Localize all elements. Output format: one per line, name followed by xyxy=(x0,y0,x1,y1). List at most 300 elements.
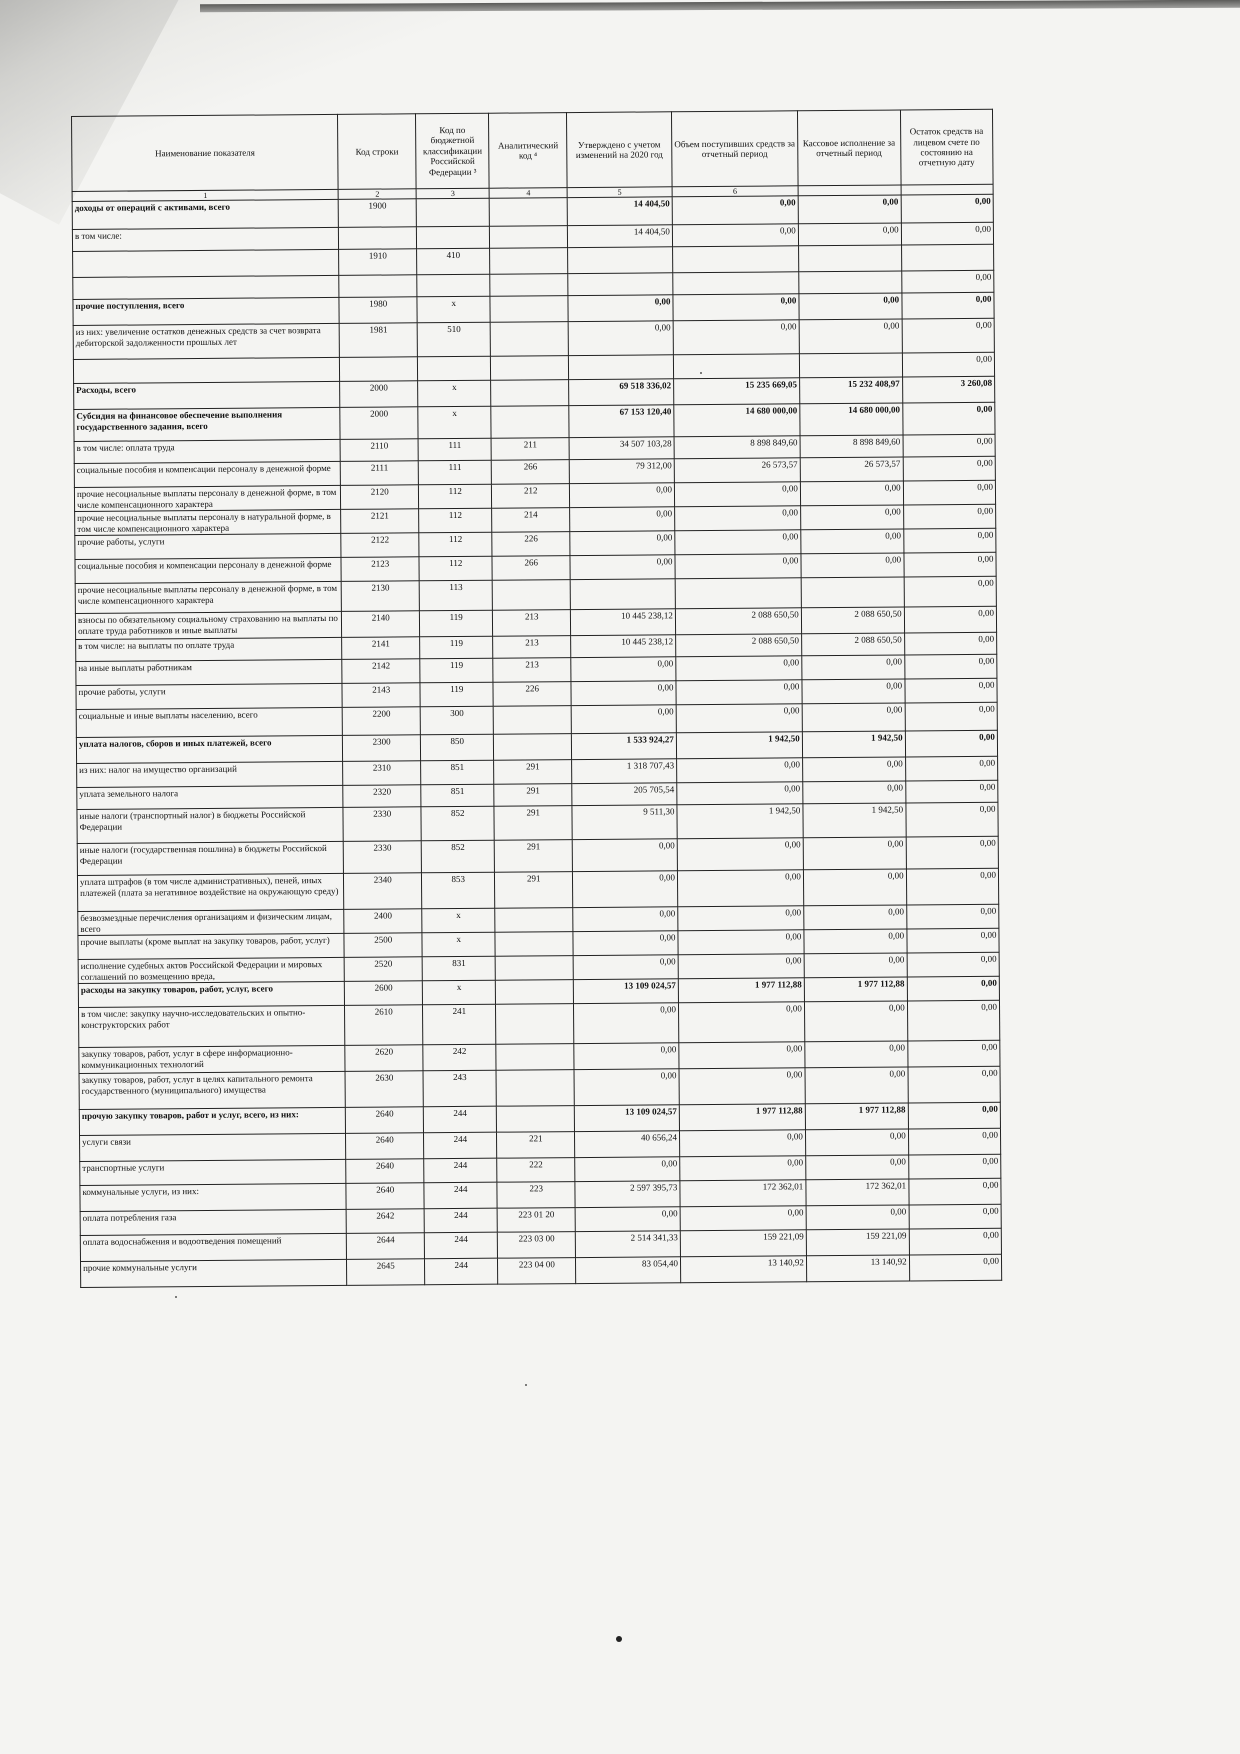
row-name: социальные пособия и компенсации персоналу в денежной форме xyxy=(75,558,342,584)
row-balance: 0,00 xyxy=(906,904,999,929)
row-received: 0,00 xyxy=(679,1068,805,1105)
row-line-code: 1910 xyxy=(339,249,417,276)
row-approved: 0,00 xyxy=(571,657,676,682)
row-name: прочие выплаты (кроме выплат на закупку товаров, работ, услуг) xyxy=(78,934,345,960)
row-name: прочие коммунальные услуги xyxy=(80,1260,347,1288)
row-balance: 0,00 xyxy=(905,780,998,803)
row-approved: 10 445 238,12 xyxy=(571,635,676,658)
row-line-code: 1900 xyxy=(339,199,417,228)
row-budget-code: 242 xyxy=(423,1044,497,1071)
row-balance: 0,00 xyxy=(903,504,996,529)
row-received: 15 235 669,05 xyxy=(674,378,800,405)
row-analytic-code: 291 xyxy=(494,784,572,807)
row-received xyxy=(675,578,801,609)
row-received: 0,00 xyxy=(672,196,798,225)
row-balance: 0,00 xyxy=(905,730,998,757)
row-line-code: 2300 xyxy=(343,735,421,762)
report-table xyxy=(71,109,1002,1288)
column-number: 5 xyxy=(567,187,672,198)
row-received: 0,00 xyxy=(676,704,802,733)
header-approved: Утверждено с учетом изменений на 2020 год xyxy=(567,112,672,188)
row-line-code: 2330 xyxy=(343,807,421,842)
row-received: 0,00 xyxy=(678,930,804,955)
row-analytic-code: 223 04 00 xyxy=(498,1258,576,1285)
row-balance: 0,00 xyxy=(904,654,997,679)
row-name: Расходы, всего xyxy=(74,382,341,410)
row-line-code: 2120 xyxy=(341,485,419,510)
row-received: 0,00 xyxy=(675,530,801,555)
row-budget-code: 852 xyxy=(421,840,495,873)
scan-speck xyxy=(175,1296,177,1298)
row-budget-code: 852 xyxy=(421,806,495,841)
row-balance: 0,00 xyxy=(904,552,997,577)
row-analytic-code: 214 xyxy=(492,508,570,533)
row-received: 0,00 xyxy=(680,1156,806,1181)
row-analytic-code: 212 xyxy=(492,484,570,509)
row-approved: 0,00 xyxy=(575,1207,680,1232)
row-name: прочие несоциальные выплаты персоналу в денежной форме, в том числе компенсационного характера xyxy=(74,486,341,512)
row-line-code: 2600 xyxy=(345,981,423,1006)
row-approved: 2 597 395,73 xyxy=(575,1181,680,1208)
row-approved: 0,00 xyxy=(570,507,675,532)
row-analytic-code xyxy=(493,580,571,611)
row-analytic-code xyxy=(490,274,568,297)
row-balance: 0,00 xyxy=(907,1040,1000,1067)
row-approved: 0,00 xyxy=(573,931,678,956)
row-balance: 0,00 xyxy=(905,702,998,731)
row-budget-code xyxy=(417,274,491,297)
row-name: закупку товаров, работ, услуг в сфере информационно-коммуникационных технологий xyxy=(79,1046,346,1074)
row-line-code xyxy=(340,357,418,382)
header-row xyxy=(72,109,994,191)
row-balance: 0,00 xyxy=(903,456,996,481)
row-executed: 0,00 xyxy=(802,703,905,732)
row-name: в том числе: xyxy=(72,228,339,252)
row-approved xyxy=(568,247,673,274)
row-name: иные налоги (государственная пошлина) в бюджеты Российской Федерации xyxy=(77,842,344,876)
row-executed xyxy=(799,353,902,378)
row-balance: 0,00 xyxy=(909,1204,1002,1229)
row-line-code: 2610 xyxy=(345,1005,423,1046)
row-analytic-code xyxy=(495,932,573,957)
row-name: услуги связи xyxy=(80,1134,347,1162)
row-received xyxy=(673,354,799,379)
row-executed: 0,00 xyxy=(804,1001,907,1042)
row-name: расходы на закупку товаров, работ, услуг, всего xyxy=(78,982,345,1008)
row-analytic-code xyxy=(496,1070,574,1107)
row-approved xyxy=(568,355,673,380)
row-balance: 0,00 xyxy=(909,1178,1002,1205)
row-line-code: 2121 xyxy=(341,509,419,534)
row-name: социальные и иные выплаты населению, всего xyxy=(76,708,343,738)
row-executed: 0,00 xyxy=(798,195,901,224)
row-executed: 0,00 xyxy=(805,1129,908,1156)
row-executed: 0,00 xyxy=(804,905,907,930)
row-analytic-code: 226 xyxy=(493,682,571,707)
row-received: 0,00 xyxy=(678,1002,804,1043)
row-analytic-code: 213 xyxy=(493,610,571,637)
row-budget-code: 112 xyxy=(419,508,493,533)
row-line-code xyxy=(339,227,417,250)
row-line-code: 2642 xyxy=(347,1209,425,1234)
row-balance: 0,00 xyxy=(908,1154,1001,1179)
row-executed: 1 942,50 xyxy=(803,803,906,838)
row-analytic-code xyxy=(490,226,568,249)
row-executed: 1 977 112,88 xyxy=(804,977,907,1002)
row-analytic-code xyxy=(495,908,573,933)
row-balance: 0,00 xyxy=(902,352,995,377)
row-received: 1 942,50 xyxy=(677,804,803,839)
row-budget-code xyxy=(417,356,491,381)
row-balance: 0,00 xyxy=(902,292,995,319)
row-received: 0,00 xyxy=(676,680,802,705)
row-name: уплата штрафов (в том числе административных), пеней, иных платежей (плата за негативное воздействие на окружающую среду) xyxy=(77,874,344,912)
row-budget-code xyxy=(416,226,490,249)
row-executed: 14 680 000,00 xyxy=(800,403,903,436)
row-approved: 0,00 xyxy=(570,531,675,556)
row-received: 0,00 xyxy=(677,758,803,783)
row-budget-code: 510 xyxy=(417,322,491,357)
column-number: 2 xyxy=(339,189,417,200)
header-line-code: Код строки xyxy=(338,114,416,190)
row-approved xyxy=(570,579,675,610)
row-analytic-code xyxy=(491,322,569,357)
row-name: прочую закупку товаров, работ и услуг, всего, из них: xyxy=(79,1108,346,1136)
row-approved: 0,00 xyxy=(570,555,675,580)
row-name: транспортные услуги xyxy=(80,1160,347,1186)
row-approved: 1 318 707,43 xyxy=(572,759,677,784)
row-executed: 8 898 849,60 xyxy=(800,435,903,458)
row-name: коммунальные услуги, из них: xyxy=(80,1184,347,1212)
row-name: уплата налогов, сборов и иных платежей, всего xyxy=(76,736,343,764)
row-budget-code: 850 xyxy=(420,734,494,761)
row-executed: 0,00 xyxy=(800,481,903,506)
row-balance: 0,00 xyxy=(909,1228,1002,1255)
row-executed: 0,00 xyxy=(799,293,902,320)
row-received: 1 977 112,88 xyxy=(678,978,804,1003)
row-analytic-code: 213 xyxy=(493,658,571,683)
row-budget-code: 119 xyxy=(419,610,493,637)
row-name: из них: налог на имущество организаций xyxy=(77,762,344,788)
row-budget-code: 111 xyxy=(418,460,492,485)
row-line-code: 2630 xyxy=(345,1071,423,1108)
header-name: Наименование показателя xyxy=(72,114,339,191)
row-analytic-code: 266 xyxy=(492,460,570,485)
row-executed: 0,00 xyxy=(802,655,905,680)
row-received: 0,00 xyxy=(678,906,804,931)
row-received: 0,00 xyxy=(679,1042,805,1069)
row-analytic-code: 222 xyxy=(497,1158,575,1183)
row-name: оплата водоснабжения и водоотведения помещений xyxy=(80,1234,347,1262)
row-approved: 0,00 xyxy=(568,295,673,322)
row-line-code: 2140 xyxy=(342,611,420,638)
row-budget-code: 112 xyxy=(418,484,492,509)
row-balance: 0,00 xyxy=(903,480,996,505)
row-executed: 0,00 xyxy=(805,1067,908,1104)
row-analytic-code xyxy=(490,248,568,275)
row-name xyxy=(73,276,340,300)
row-executed: 0,00 xyxy=(803,837,906,870)
row-name: иные налоги (транспортный налог) в бюджеты Российской Федерации xyxy=(77,808,344,844)
row-name: взносы по обязательному социальному страхованию на выплаты по оплате труда работников и иные выплаты xyxy=(75,612,342,640)
row-approved: 0,00 xyxy=(574,1003,679,1044)
row-name: доходы от операций с активами, всего xyxy=(72,200,339,230)
row-received: 0,00 xyxy=(677,782,803,805)
row-analytic-code xyxy=(491,406,569,439)
row-line-code: 2142 xyxy=(342,659,420,684)
row-received: 159 221,09 xyxy=(680,1230,806,1257)
row-name: исполнение судебных актов Российской Федерации и мировых соглашений по возмещению вреда, xyxy=(78,958,345,984)
row-budget-code: 119 xyxy=(420,658,494,683)
row-budget-code: 853 xyxy=(422,872,496,909)
row-approved: 0,00 xyxy=(573,871,678,908)
row-budget-code: x xyxy=(418,406,492,439)
row-analytic-code xyxy=(491,380,569,407)
row-line-code: 2520 xyxy=(345,957,423,982)
row-budget-code: 831 xyxy=(422,956,496,981)
row-approved: 14 404,50 xyxy=(567,225,672,248)
row-executed: 0,00 xyxy=(800,505,903,530)
header-received: Объем поступивших средств за отчетный период xyxy=(671,111,797,187)
row-analytic-code xyxy=(490,296,568,323)
row-analytic-code: 223 xyxy=(497,1182,575,1209)
row-budget-code: 244 xyxy=(424,1158,498,1183)
row-name: прочие несоциальные выплаты персоналу в натуральной форме, в том числе компенсационного характера xyxy=(75,510,342,536)
row-line-code: 2141 xyxy=(342,637,420,660)
row-line-code: 2130 xyxy=(342,581,420,612)
row-budget-code: 241 xyxy=(423,1004,497,1045)
row-budget-code: 410 xyxy=(417,248,491,275)
row-line-code: 2400 xyxy=(344,909,422,934)
row-executed: 1 977 112,88 xyxy=(805,1103,908,1130)
row-budget-code: x xyxy=(422,980,496,1005)
row-executed: 0,00 xyxy=(801,553,904,578)
column-number xyxy=(901,184,993,195)
row-balance: 0,00 xyxy=(907,1000,1000,1041)
row-name: прочие несоциальные выплаты персоналу в денежной форме, в том числе компенсационного характера xyxy=(75,582,342,614)
row-received: 0,00 xyxy=(675,554,801,579)
scan-dot xyxy=(616,1636,622,1642)
row-executed: 0,00 xyxy=(802,679,905,704)
row-approved: 0,00 xyxy=(574,1069,679,1106)
row-budget-code: 119 xyxy=(420,682,494,707)
row-received: 0,00 xyxy=(673,320,799,355)
row-analytic-code: 291 xyxy=(494,760,572,785)
row-balance: 0,00 xyxy=(906,836,999,869)
row-line-code: 2640 xyxy=(346,1183,424,1210)
row-line-code: 2340 xyxy=(344,873,422,910)
row-received: 2 088 650,50 xyxy=(676,634,802,657)
row-budget-code: 851 xyxy=(421,784,495,807)
row-received: 172 362,01 xyxy=(680,1180,806,1207)
row-analytic-code xyxy=(496,980,574,1005)
row-budget-code: 112 xyxy=(419,532,493,557)
row-line-code: 2122 xyxy=(341,533,419,558)
row-received: 0,00 xyxy=(674,482,800,507)
row-analytic-code xyxy=(496,1004,574,1045)
row-budget-code: 113 xyxy=(419,580,493,611)
row-line-code: 1981 xyxy=(340,323,418,358)
row-budget-code: 244 xyxy=(425,1258,499,1285)
row-approved: 40 656,24 xyxy=(575,1131,680,1158)
row-line-code: 2111 xyxy=(341,461,419,486)
row-name: социальные пособия и компенсации персоналу в денежной форме xyxy=(74,462,341,488)
row-budget-code: 243 xyxy=(423,1070,497,1107)
row-analytic-code: 291 xyxy=(495,872,573,909)
row-approved: 205 705,54 xyxy=(572,783,677,806)
row-name xyxy=(73,250,340,278)
row-budget-code: 112 xyxy=(419,556,493,581)
row-approved: 0,00 xyxy=(571,705,676,734)
row-budget-code: 119 xyxy=(420,636,494,659)
row-approved: 10 445 238,12 xyxy=(570,609,675,636)
row-budget-code: 244 xyxy=(423,1106,497,1133)
row-executed: 172 362,01 xyxy=(806,1179,909,1206)
row-executed: 0,00 xyxy=(801,529,904,554)
column-number: 6 xyxy=(672,186,798,197)
row-budget-code: x xyxy=(417,296,491,323)
row-balance: 0,00 xyxy=(904,576,997,607)
row-received: 0,00 xyxy=(672,224,798,247)
row-line-code: 2000 xyxy=(340,381,418,408)
scan-speck xyxy=(700,372,702,374)
row-received: 0,00 xyxy=(678,954,804,979)
row-executed xyxy=(798,245,901,272)
row-balance: 0,00 xyxy=(909,1254,1002,1281)
row-received: 0,00 xyxy=(677,838,803,871)
row-balance: 0,00 xyxy=(903,434,996,457)
row-approved: 9 511,30 xyxy=(572,805,677,840)
row-received: 13 140,92 xyxy=(680,1256,806,1283)
row-name: закупку товаров, работ, услуг в целях капитального ремонта государственного (муниципального) имущества xyxy=(79,1072,346,1110)
row-line-code xyxy=(339,275,417,298)
row-balance: 0,00 xyxy=(907,928,1000,953)
row-budget-code: x xyxy=(418,380,492,407)
row-line-code: 2620 xyxy=(345,1045,423,1072)
row-executed: 0,00 xyxy=(805,1041,908,1068)
row-analytic-code: 211 xyxy=(492,438,570,461)
row-received: 0,00 xyxy=(677,870,803,907)
row-balance: 0,00 xyxy=(902,318,995,353)
row-line-code: 2123 xyxy=(341,557,419,582)
header-analytic-code: Аналитический код ⁴ xyxy=(489,113,567,189)
row-line-code: 2000 xyxy=(340,407,418,440)
row-executed: 0,00 xyxy=(802,757,905,782)
row-name: в том числе: закупку научно-исследовательских и опытно-конструкторских работ xyxy=(79,1006,346,1048)
row-budget-code: 244 xyxy=(424,1208,498,1233)
row-approved: 34 507 103,28 xyxy=(569,437,674,460)
row-budget-code: 300 xyxy=(420,706,494,735)
row-name: прочие работы, услуги xyxy=(75,534,342,560)
row-executed: 0,00 xyxy=(799,319,902,354)
row-approved: 69 518 336,02 xyxy=(569,379,674,406)
row-line-code: 2640 xyxy=(346,1159,424,1184)
row-name: прочие работы, услуги xyxy=(76,684,343,710)
row-budget-code: 244 xyxy=(424,1132,498,1159)
row-executed: 159 221,09 xyxy=(806,1229,909,1256)
row-analytic-code xyxy=(497,1106,575,1133)
row-analytic-code: 221 xyxy=(497,1132,575,1159)
row-approved: 13 109 024,57 xyxy=(573,979,678,1004)
row-executed: 2 088 650,50 xyxy=(801,607,904,634)
row-executed: 0,00 xyxy=(804,929,907,954)
row-received: 14 680 000,00 xyxy=(674,404,800,437)
row-budget-code: x xyxy=(422,908,496,933)
row-analytic-code xyxy=(496,956,574,981)
row-balance: 0,00 xyxy=(904,606,997,633)
row-balance: 0,00 xyxy=(907,952,1000,977)
row-name: уплата земельного налога xyxy=(77,786,344,810)
row-approved: 0,00 xyxy=(573,955,678,980)
row-line-code: 2143 xyxy=(342,683,420,708)
row-balance: 0,00 xyxy=(905,756,998,781)
row-balance: 0,00 xyxy=(908,1102,1001,1129)
row-received: 0,00 xyxy=(675,506,801,531)
row-line-code: 2645 xyxy=(347,1259,425,1286)
row-line-code: 2320 xyxy=(343,785,421,808)
row-analytic-code: 291 xyxy=(495,840,573,873)
row-approved xyxy=(568,273,673,296)
row-received: 26 573,57 xyxy=(674,458,800,483)
row-executed: 1 942,50 xyxy=(802,731,905,758)
row-approved: 79 312,00 xyxy=(569,459,674,484)
row-approved: 0,00 xyxy=(573,907,678,932)
row-executed: 0,00 xyxy=(806,1205,909,1230)
row-approved: 0,00 xyxy=(575,1157,680,1182)
row-approved: 67 153 120,40 xyxy=(569,405,674,438)
row-balance: 0,00 xyxy=(901,222,994,245)
row-name: оплата потребления газа xyxy=(80,1210,347,1236)
row-approved: 0,00 xyxy=(572,839,677,872)
row-name: прочие поступления, всего xyxy=(73,298,340,326)
row-budget-code xyxy=(416,198,490,227)
row-line-code: 2640 xyxy=(346,1133,424,1160)
row-received: 0,00 xyxy=(676,656,802,681)
row-balance: 0,00 xyxy=(908,1128,1001,1155)
row-executed: 0,00 xyxy=(798,223,901,246)
row-balance: 0,00 xyxy=(901,270,994,293)
row-balance: 0,00 xyxy=(903,528,996,553)
row-executed xyxy=(799,271,902,294)
row-executed xyxy=(801,577,904,608)
row-balance: 0,00 xyxy=(907,976,1000,1001)
row-balance: 3 260,08 xyxy=(902,376,995,403)
header-budget-code: Код по бюджетной классификации Российской Федерации ³ xyxy=(416,113,490,189)
row-approved: 0,00 xyxy=(574,1043,679,1070)
row-approved: 0,00 xyxy=(571,681,676,706)
row-line-code: 2330 xyxy=(344,841,422,874)
row-executed: 26 573,57 xyxy=(800,457,903,482)
row-received: 0,00 xyxy=(673,294,799,321)
scan-speck xyxy=(525,1384,527,1386)
row-budget-code: 851 xyxy=(421,760,495,785)
row-executed: 0,00 xyxy=(804,953,907,978)
row-approved: 14 404,50 xyxy=(567,197,672,226)
row-approved: 0,00 xyxy=(569,483,674,508)
row-received: 0,00 xyxy=(679,1130,805,1157)
row-name: в том числе: на выплаты по оплате труда xyxy=(76,638,343,662)
row-received: 0,00 xyxy=(680,1206,806,1231)
row-executed: 2 088 650,50 xyxy=(801,633,904,656)
row-name: Субсидия на финансовое обеспечение выполнения государственного задания, всего xyxy=(74,408,341,442)
row-approved: 0,00 xyxy=(568,321,673,356)
row-approved: 83 054,40 xyxy=(576,1257,681,1284)
row-approved: 13 109 024,57 xyxy=(574,1105,679,1132)
row-name xyxy=(73,358,340,384)
row-analytic-code: 266 xyxy=(492,556,570,581)
row-name: в том числе: оплата труда xyxy=(74,440,341,464)
row-analytic-code xyxy=(496,1044,574,1071)
